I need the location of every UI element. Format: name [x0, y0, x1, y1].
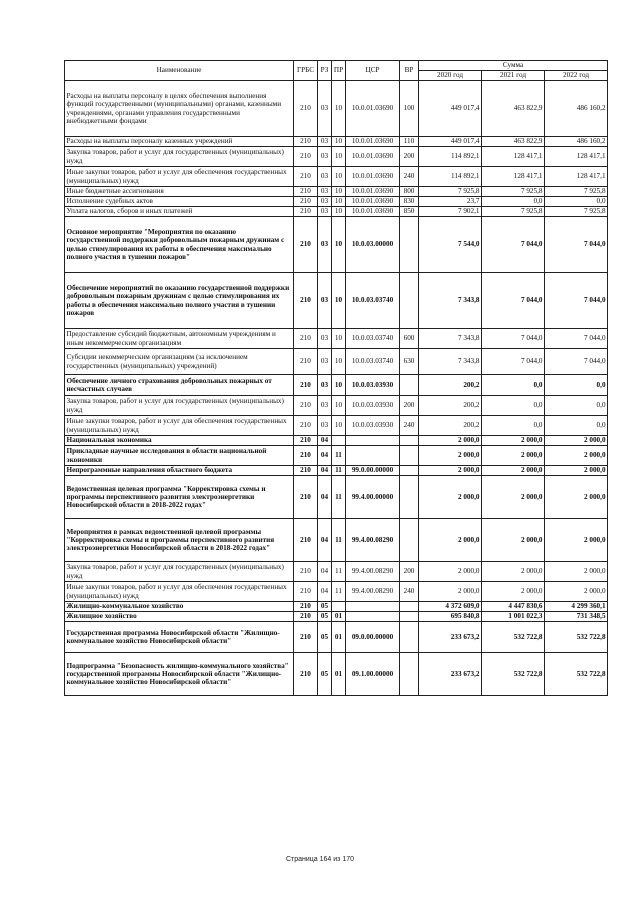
cell-pr: 10: [332, 81, 346, 137]
table-row: [65, 167, 608, 187]
cell-2022: 2 000,0: [545, 476, 608, 519]
cell-csr: 99.4.00.08290: [346, 582, 400, 602]
table-row: [65, 147, 608, 167]
cell-name: Непрограммные направления областного бюджета: [65, 466, 294, 476]
cell-2020: 2 000,0: [419, 466, 482, 476]
table-body: [65, 81, 608, 696]
cell-grbs: 210: [294, 329, 318, 349]
cell-2021: 2 000,0: [482, 446, 545, 466]
header-rz: РЗ: [318, 61, 332, 81]
cell-csr: 09.1.00.00000: [346, 653, 400, 696]
table-row: [65, 519, 608, 562]
cell-2021: 7 925,8: [482, 207, 545, 217]
cell-csr: 09.0.00.00000: [346, 622, 400, 653]
cell-vr: 100: [400, 81, 419, 137]
cell-2020: 7 343,8: [419, 329, 482, 349]
cell-name: Закупка товаров, работ и услуг для государственных (муниципальных) нужд: [65, 396, 294, 416]
cell-grbs: 210: [294, 562, 318, 582]
table-row: [65, 273, 608, 329]
cell-vr: 600: [400, 329, 419, 349]
cell-pr: 11: [332, 562, 346, 582]
cell-name: Иные бюджетные ассигнования: [65, 187, 294, 197]
cell-2021: 532 722,8: [482, 622, 545, 653]
cell-pr: 11: [332, 466, 346, 476]
cell-vr: 240: [400, 582, 419, 602]
cell-name: Расходы на выплаты персоналу казенных учреждений: [65, 137, 294, 147]
cell-name: Иные закупки товаров, работ и услуг для обеспечения государственных (муниципальных) нужд: [65, 416, 294, 436]
table-row: [65, 217, 608, 273]
table-row: [65, 349, 608, 375]
cell-rz: 04: [318, 476, 332, 519]
cell-pr: 10: [332, 197, 346, 207]
cell-2021: 463 822,9: [482, 137, 545, 147]
cell-2021: 4 447 830,6: [482, 602, 545, 612]
cell-rz: 03: [318, 416, 332, 436]
cell-2020: 7 902,1: [419, 207, 482, 217]
cell-name: Предоставление субсидий бюджетным, автономным учреждениям и иным некоммерческим организациям: [65, 329, 294, 349]
cell-2021: 7 044,0: [482, 349, 545, 375]
cell-2022: 2 000,0: [545, 466, 608, 476]
cell-csr: 10.0.03.03930: [346, 416, 400, 436]
cell-2021: 2 000,0: [482, 582, 545, 602]
table-row: [65, 197, 608, 207]
table-row: [65, 375, 608, 396]
cell-2022: 7 044,0: [545, 273, 608, 329]
cell-vr: 240: [400, 167, 419, 187]
cell-rz: 04: [318, 519, 332, 562]
cell-grbs: 210: [294, 187, 318, 197]
cell-2022: 0,0: [545, 396, 608, 416]
cell-2021: 1 001 022,3: [482, 612, 545, 622]
cell-csr: 10.0.03.03930: [346, 375, 400, 396]
cell-pr: 01: [332, 653, 346, 696]
cell-csr: [346, 602, 400, 612]
cell-pr: [332, 436, 346, 446]
cell-vr: [400, 466, 419, 476]
cell-pr: 10: [332, 396, 346, 416]
cell-2020: 4 372 609,0: [419, 602, 482, 612]
cell-2022: 7 044,0: [545, 329, 608, 349]
cell-grbs: 210: [294, 396, 318, 416]
cell-2022: 2 000,0: [545, 446, 608, 466]
cell-grbs: 210: [294, 476, 318, 519]
cell-2020: 114 892,1: [419, 167, 482, 187]
cell-rz: 03: [318, 349, 332, 375]
cell-csr: 10.0.03.03740: [346, 273, 400, 329]
cell-2022: 7 925,8: [545, 207, 608, 217]
cell-name: Субсидии некоммерческим организациям (за исключением государственных (муниципальных) учреждений): [65, 349, 294, 375]
cell-vr: [400, 602, 419, 612]
table-row: [65, 329, 608, 349]
cell-csr: 10.0.01.03690: [346, 207, 400, 217]
cell-vr: 830: [400, 197, 419, 207]
cell-vr: 240: [400, 416, 419, 436]
table-row: [65, 416, 608, 436]
cell-vr: [400, 653, 419, 696]
cell-csr: 10.0.03.00000: [346, 217, 400, 273]
table-row: [65, 81, 608, 137]
cell-rz: 03: [318, 147, 332, 167]
table-row: [65, 396, 608, 416]
cell-csr: 10.0.01.03690: [346, 81, 400, 137]
cell-2020: 233 673,2: [419, 622, 482, 653]
cell-2022: 532 722,8: [545, 653, 608, 696]
cell-2021: 128 417,1: [482, 147, 545, 167]
cell-rz: 03: [318, 137, 332, 147]
cell-csr: [346, 446, 400, 466]
cell-name: Обеспечение мероприятий по оказанию государственной поддержки добровольным пожарным дружинам с целью стимулирования их работы в обеспечения максимально полного участия в тушении пожаров: [65, 273, 294, 329]
table-header: [65, 61, 608, 81]
cell-rz: 03: [318, 167, 332, 187]
cell-2020: 2 000,0: [419, 562, 482, 582]
cell-grbs: 210: [294, 519, 318, 562]
table-row: [65, 207, 608, 217]
cell-csr: 10.0.01.03690: [346, 187, 400, 197]
cell-pr: 11: [332, 476, 346, 519]
cell-rz: 04: [318, 436, 332, 446]
cell-pr: 10: [332, 207, 346, 217]
cell-pr: 10: [332, 167, 346, 187]
table-row: [65, 187, 608, 197]
cell-pr: 01: [332, 622, 346, 653]
cell-pr: 10: [332, 137, 346, 147]
cell-pr: 10: [332, 375, 346, 396]
cell-name: Национальная экономика: [65, 436, 294, 446]
cell-grbs: 210: [294, 197, 318, 207]
cell-2021: 0,0: [482, 375, 545, 396]
cell-csr: 99.0.00.00000: [346, 466, 400, 476]
cell-name: Закупка товаров, работ и услуг для государственных (муниципальных) нужд: [65, 562, 294, 582]
cell-vr: 110: [400, 137, 419, 147]
cell-name: Ведомственная целевая программа "Корректировка схемы и программы перспективного развития электроэнергетики Новосибирской области в 2018-2022 годах": [65, 476, 294, 519]
cell-csr: 10.0.03.03740: [346, 329, 400, 349]
cell-pr: 10: [332, 147, 346, 167]
cell-name: Основное мероприятие "Мероприятия по оказанию государственной поддержки добровольным пожарным дружинам с целью стимулирования их работы в обеспечения максимально полного участия в тушении пожаров": [65, 217, 294, 273]
cell-vr: 200: [400, 562, 419, 582]
cell-pr: 11: [332, 446, 346, 466]
cell-2021: 7 044,0: [482, 217, 545, 273]
cell-name: Жилищное хозяйство: [65, 612, 294, 622]
cell-csr: [346, 436, 400, 446]
cell-rz: 03: [318, 197, 332, 207]
cell-rz: 04: [318, 446, 332, 466]
cell-2022: 7 044,0: [545, 217, 608, 273]
cell-2020: 7 544,0: [419, 217, 482, 273]
cell-name: Жилищно-коммунальное хозяйство: [65, 602, 294, 612]
cell-pr: 10: [332, 187, 346, 197]
cell-name: Подпрограмма "Безопасность жилищно-коммунального хозяйства" государственной программы Новосибирской области "Жилищно-коммунальное хозяйство Новосибирской области": [65, 653, 294, 696]
table-row: [65, 436, 608, 446]
cell-rz: 05: [318, 612, 332, 622]
cell-2022: 2 000,0: [545, 519, 608, 562]
table-row: [65, 622, 608, 653]
cell-2021: 2 000,0: [482, 476, 545, 519]
cell-name: Государственная программа Новосибирской области "Жилищно-коммунальное хозяйство Новосибирской области": [65, 622, 294, 653]
cell-grbs: 210: [294, 349, 318, 375]
table-row: [65, 476, 608, 519]
cell-2022: 2 000,0: [545, 436, 608, 446]
cell-csr: 10.0.03.03930: [346, 396, 400, 416]
cell-rz: 03: [318, 187, 332, 197]
cell-csr: 99.4.00.00000: [346, 476, 400, 519]
cell-csr: 10.0.01.03690: [346, 167, 400, 187]
cell-pr: 10: [332, 217, 346, 273]
cell-2022: 486 160,2: [545, 81, 608, 137]
table-row: [65, 446, 608, 466]
header-grbs: ГРБС: [294, 61, 318, 81]
cell-2020: 2 000,0: [419, 582, 482, 602]
cell-rz: 03: [318, 207, 332, 217]
cell-grbs: 210: [294, 466, 318, 476]
cell-2021: 128 417,1: [482, 167, 545, 187]
cell-csr: 10.0.01.03690: [346, 137, 400, 147]
cell-2022: 532 722,8: [545, 622, 608, 653]
cell-grbs: 210: [294, 653, 318, 696]
cell-2022: 4 299 360,1: [545, 602, 608, 612]
cell-vr: [400, 217, 419, 273]
cell-2021: 0,0: [482, 197, 545, 207]
cell-pr: 11: [332, 519, 346, 562]
cell-rz: 03: [318, 81, 332, 137]
cell-vr: [400, 446, 419, 466]
cell-pr: 01: [332, 612, 346, 622]
cell-name: Расходы на выплаты персоналу в целях обеспечения выполнения функций государственными (муниципальными) органами, казенными учреждениями, органами управления государственными внебюджетными фондами: [65, 81, 294, 137]
cell-rz: 04: [318, 562, 332, 582]
cell-vr: [400, 476, 419, 519]
cell-2020: 449 017,4: [419, 81, 482, 137]
cell-vr: 630: [400, 349, 419, 375]
table-row: [65, 466, 608, 476]
header-year-2021: 2021 год: [482, 71, 545, 81]
cell-2020: 449 017,4: [419, 137, 482, 147]
cell-2021: 7 925,8: [482, 187, 545, 197]
cell-2020: 200,2: [419, 375, 482, 396]
cell-grbs: 210: [294, 375, 318, 396]
table-row: [65, 653, 608, 696]
cell-vr: [400, 273, 419, 329]
cell-pr: [332, 602, 346, 612]
cell-pr: 10: [332, 273, 346, 329]
cell-rz: 04: [318, 582, 332, 602]
cell-pr: 10: [332, 329, 346, 349]
cell-2021: 7 044,0: [482, 329, 545, 349]
header-year-2022: 2022 год: [545, 71, 608, 81]
cell-vr: [400, 436, 419, 446]
cell-vr: 800: [400, 187, 419, 197]
cell-2022: 0,0: [545, 375, 608, 396]
cell-grbs: 210: [294, 273, 318, 329]
cell-2020: 23,7: [419, 197, 482, 207]
cell-grbs: 210: [294, 81, 318, 137]
cell-2021: 2 000,0: [482, 562, 545, 582]
cell-2021: 0,0: [482, 396, 545, 416]
cell-vr: [400, 622, 419, 653]
cell-2022: 486 160,2: [545, 137, 608, 147]
header-vr: ВР: [400, 61, 419, 81]
cell-csr: 10.0.01.03690: [346, 147, 400, 167]
cell-csr: 99.4.00.08290: [346, 519, 400, 562]
cell-2020: 2 000,0: [419, 476, 482, 519]
cell-rz: 03: [318, 375, 332, 396]
cell-rz: 03: [318, 273, 332, 329]
cell-vr: 850: [400, 207, 419, 217]
cell-rz: 03: [318, 329, 332, 349]
cell-rz: 05: [318, 602, 332, 612]
cell-2022: 2 000,0: [545, 562, 608, 582]
cell-vr: 200: [400, 396, 419, 416]
cell-grbs: 210: [294, 416, 318, 436]
cell-grbs: 210: [294, 436, 318, 446]
cell-name: Иные закупки товаров, работ и услуг для обеспечения государственных (муниципальных) нужд: [65, 582, 294, 602]
cell-csr: 10.0.03.03740: [346, 349, 400, 375]
cell-2020: 200,2: [419, 396, 482, 416]
cell-pr: 11: [332, 582, 346, 602]
cell-2022: 0,0: [545, 416, 608, 436]
cell-2021: 0,0: [482, 416, 545, 436]
cell-2021: 2 000,0: [482, 466, 545, 476]
header-name: Наименование: [65, 61, 294, 81]
cell-name: Закупка товаров, работ и услуг для государственных (муниципальных) нужд: [65, 147, 294, 167]
table-row: [65, 612, 608, 622]
cell-vr: [400, 519, 419, 562]
cell-2020: 200,2: [419, 416, 482, 436]
cell-2021: 532 722,8: [482, 653, 545, 696]
cell-grbs: 210: [294, 137, 318, 147]
cell-vr: 200: [400, 147, 419, 167]
cell-rz: 05: [318, 622, 332, 653]
cell-pr: 10: [332, 416, 346, 436]
cell-grbs: 210: [294, 602, 318, 612]
cell-grbs: 210: [294, 446, 318, 466]
header-pr: ПР: [332, 61, 346, 81]
cell-vr: [400, 375, 419, 396]
cell-name: Обеспечение личного страхования добровольных пожарных от несчастных случаев: [65, 375, 294, 396]
cell-grbs: 210: [294, 622, 318, 653]
cell-csr: 99.4.00.08290: [346, 562, 400, 582]
budget-table: [64, 60, 608, 696]
cell-vr: [400, 612, 419, 622]
cell-grbs: 210: [294, 147, 318, 167]
cell-rz: 05: [318, 653, 332, 696]
cell-2022: 7 925,8: [545, 187, 608, 197]
cell-2020: 2 000,0: [419, 519, 482, 562]
cell-csr: [346, 612, 400, 622]
cell-2020: 7 343,8: [419, 349, 482, 375]
cell-name: Уплата налогов, сборов и иных платежей: [65, 207, 294, 217]
cell-2021: 7 044,0: [482, 273, 545, 329]
cell-name: Исполнение судебных актов: [65, 197, 294, 207]
cell-name: Прикладные научные исследования в области национальной экономики: [65, 446, 294, 466]
header-sum: Сумма: [419, 61, 608, 71]
table-row: [65, 562, 608, 582]
header-year-2020: 2020 год: [419, 71, 482, 81]
cell-grbs: 210: [294, 207, 318, 217]
cell-2022: 731 348,5: [545, 612, 608, 622]
cell-rz: 04: [318, 466, 332, 476]
cell-name: Мероприятия в рамках ведомственной целевой программы "Корректировка схемы и программы перспективного развития электроэнергетики Новосибирской области в 2018-2022 годах": [65, 519, 294, 562]
cell-rz: 03: [318, 217, 332, 273]
cell-2020: 7 925,8: [419, 187, 482, 197]
cell-2020: 233 673,2: [419, 653, 482, 696]
cell-grbs: 210: [294, 217, 318, 273]
cell-name: Иные закупки товаров, работ и услуг для обеспечения государственных (муниципальных) нужд: [65, 167, 294, 187]
cell-grbs: 210: [294, 582, 318, 602]
cell-2022: 0,0: [545, 197, 608, 207]
cell-csr: 10.0.01.03690: [346, 197, 400, 207]
cell-grbs: 210: [294, 612, 318, 622]
table-row: [65, 137, 608, 147]
table-row: [65, 602, 608, 612]
cell-2020: 114 892,1: [419, 147, 482, 167]
cell-2021: 2 000,0: [482, 519, 545, 562]
cell-pr: 10: [332, 349, 346, 375]
header-csr: ЦСР: [346, 61, 400, 81]
cell-2020: 2 000,0: [419, 436, 482, 446]
cell-grbs: 210: [294, 167, 318, 187]
cell-2020: 2 000,0: [419, 446, 482, 466]
cell-2022: 128 417,1: [545, 147, 608, 167]
cell-2021: 463 822,9: [482, 81, 545, 137]
cell-2022: 2 000,0: [545, 582, 608, 602]
cell-2020: 7 343,8: [419, 273, 482, 329]
page-number: Страница 164 из 170: [285, 856, 355, 863]
cell-2022: 7 044,0: [545, 349, 608, 375]
cell-2020: 695 840,8: [419, 612, 482, 622]
cell-rz: 03: [318, 396, 332, 416]
cell-2022: 128 417,1: [545, 167, 608, 187]
table-row: [65, 582, 608, 602]
cell-2021: 2 000,0: [482, 436, 545, 446]
